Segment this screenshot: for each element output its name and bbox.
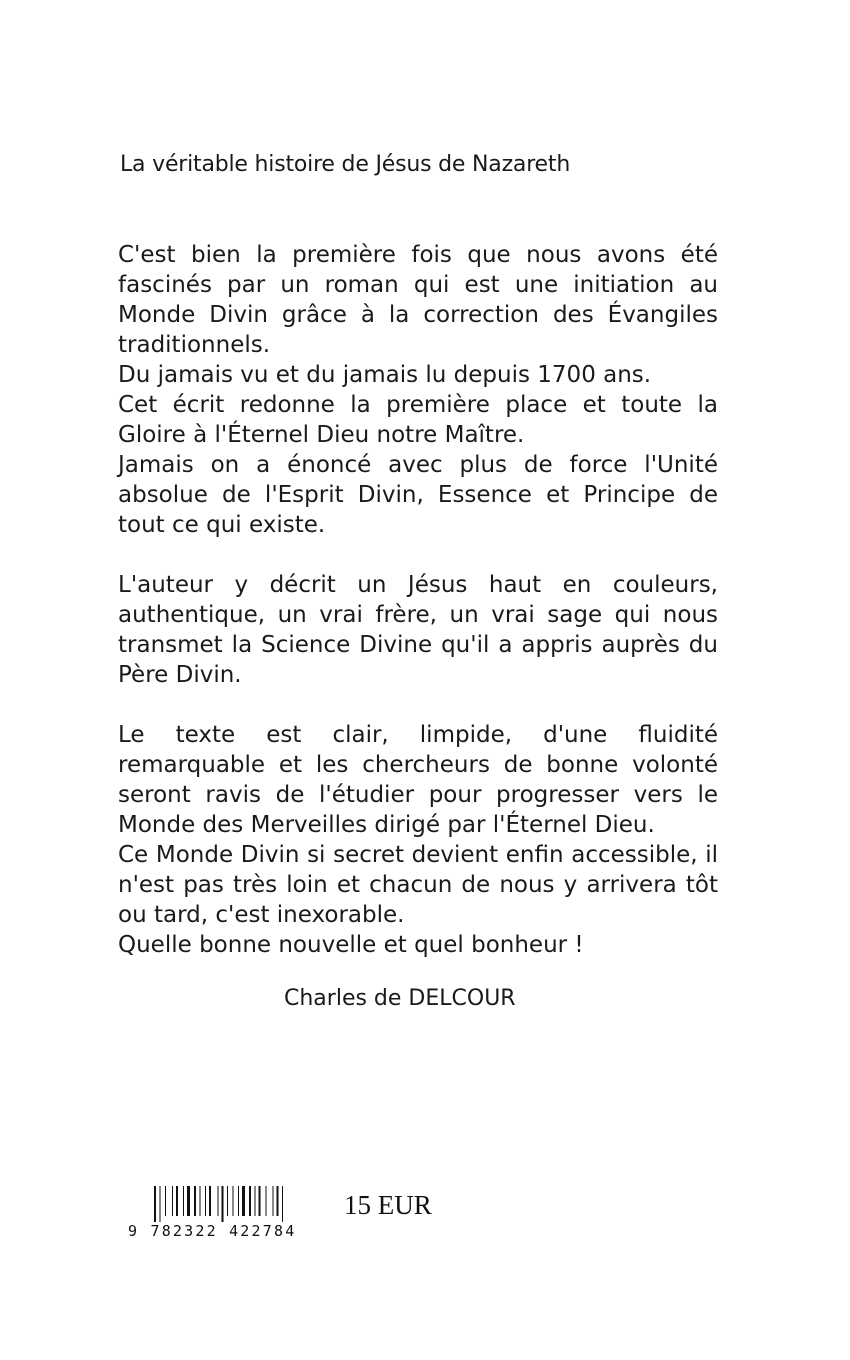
barcode-bars [128,1186,328,1222]
barcode-bar [222,1186,224,1222]
isbn-digits: 9 782322 422784 [128,1222,297,1240]
barcode-bar [187,1186,190,1216]
barcode-bar [249,1186,251,1216]
paragraph: C'est bien la première fois que nous avons été fascinés par un roman qui est une initiation au Monde Divin grâce à la correction des Évangiles traditionnels. [118,242,718,358]
barcode-bar [172,1186,173,1216]
barcode-bar [255,1186,256,1216]
isbn-barcode [128,1186,328,1246]
paragraph: Le texte est clair, limpide, d'une fluidité remarquable et les chercheurs de bonne volonté seront ravis de l'étudier pour progresser vers le Monde des Merveilles dirigé par l'Éternel Dieu. [118,722,718,838]
paragraph: L'auteur y décrit un Jésus haut en couleurs, authentique, un vrai frère, un vrai sage qui nous transmet la Science Divine qu'il a appris auprès du Père Divin. [118,572,718,688]
barcode-bar [266,1186,267,1216]
paragraph: Du jamais vu et du jamais lu depuis 1700 ans. [118,362,652,388]
paragraph-gap [118,690,718,720]
barcode-bar [282,1186,283,1222]
barcode-bar [233,1186,234,1216]
barcode-bar [154,1186,156,1222]
book-title: La véritable histoire de Jésus de Nazareth [120,152,571,177]
barcode-bar [277,1186,279,1216]
barcode-bar [227,1186,228,1216]
barcode-bar [242,1186,245,1216]
barcode-bar [218,1186,219,1216]
barcode-bar [165,1186,166,1216]
barcode-bar [205,1186,206,1216]
barcode-bar [273,1186,274,1216]
barcode-bar [259,1186,261,1216]
barcode-bar [238,1186,239,1216]
paragraph-gap [118,540,718,570]
barcode-bar [183,1186,184,1216]
barcode-bar [200,1186,201,1216]
paragraph: Ce Monde Divin si secret devient enfin accessible, il n'est pas très loin et chacun de nous y arrivera tôt ou tard, c'est inexorable. [118,842,718,928]
paragraph: Cet écrit redonne la première place et toute la Gloire à l'Éternel Dieu notre Maître. [118,392,718,448]
price-label: 15 EUR [344,1190,432,1220]
barcode-bar [176,1186,178,1216]
blurb [118,240,718,960]
barcode-bar [209,1186,211,1216]
author-signature: Charles de DELCOUR [284,986,516,1011]
barcode-bar [194,1186,196,1216]
paragraph: Quelle bonne nouvelle et quel bonheur ! [118,932,584,958]
barcode-bar [160,1186,161,1222]
paragraph: Jamais on a énoncé avec plus de force l'Unité absolue de l'Esprit Divin, Essence et Principe de tout ce qui existe. [118,452,718,538]
